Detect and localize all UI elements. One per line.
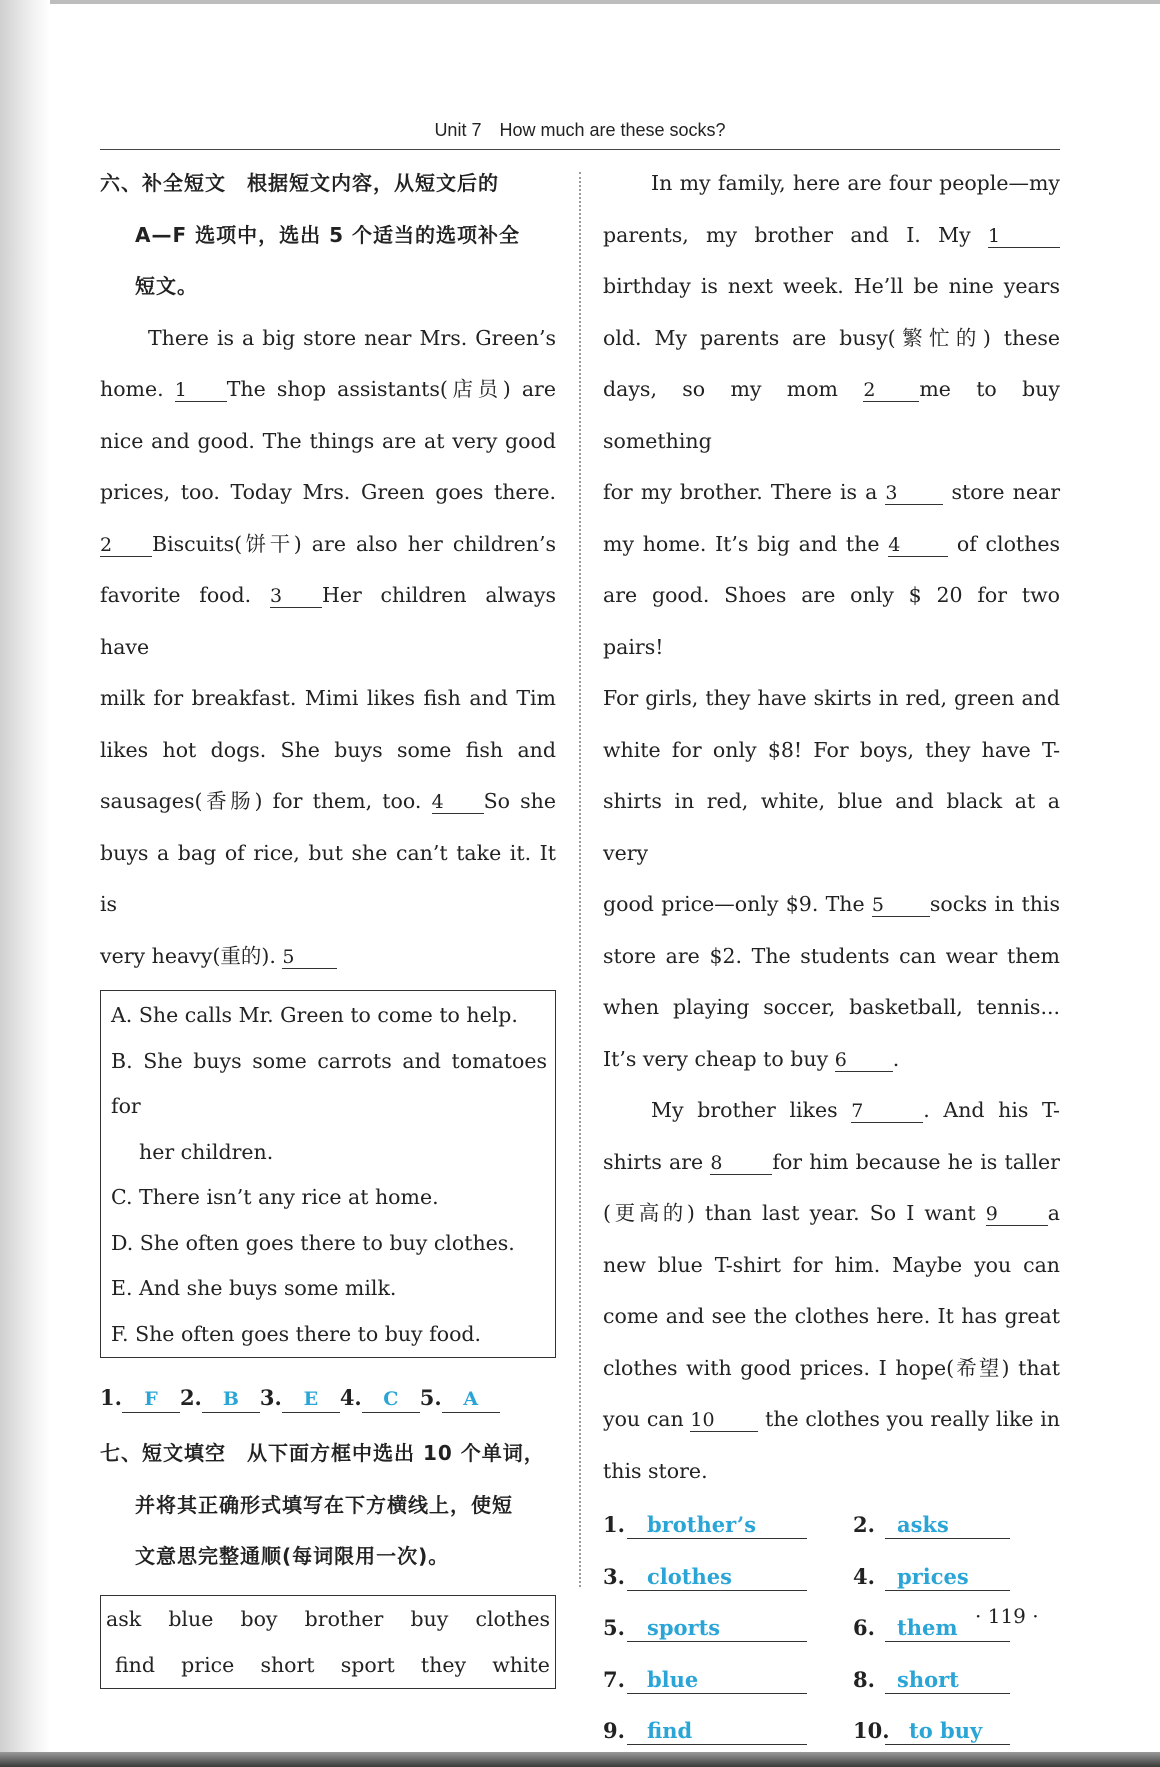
passage-line: you can 10 the clothes you really like in [603,1407,1060,1431]
blank-5: 5 [282,946,337,969]
answer-9: find [627,1718,807,1745]
section7-heading-line: 并将其正确形式填写在下方横线上，使短 [135,1492,513,1517]
passage-line: nice and good. The things are at very good [100,428,556,453]
answer-row: 3. clothes 4. prices [603,1551,1060,1603]
passage-line: this store. [603,1458,708,1483]
answer-3: E [282,1386,340,1413]
passage-line: shirts in red, white, blue and black at a very [603,789,1060,865]
blank-10: 10 [690,1409,758,1432]
section7-heading-line: 文意思完整通顺(每词限用一次)。 [135,1544,450,1568]
passage-line: shirts are 8 for him because he is taller [603,1149,1060,1174]
passage-line: sausages(香肠) for them, too. 4 So she [100,789,556,813]
passage-line: new blue T-shirt for him. Maybe you can [603,1252,1060,1277]
answer-1: brother’s [627,1512,807,1539]
blank-3: 3 [885,482,943,505]
word: white [492,1652,550,1677]
blank-5: 5 [872,894,930,917]
answer-7: blue [627,1667,807,1694]
passage-line: my home. It’s big and the 4 of clothes [603,531,1061,556]
option-f: F. She often goes there to buy food. [111,1321,482,1346]
passage-line: buys a bag of rice, but she can’t take it. It is [100,840,556,916]
blank-1: 1 [988,225,1060,248]
blank-8: 8 [710,1152,772,1175]
page-top-edge [0,0,1160,4]
answer-row: 1. brother’s 2. asks [603,1499,1060,1551]
passage-line: old. My parents are busy(繁忙的) these [603,325,1060,350]
blank-2: 2 [863,379,919,402]
blank-6: 6 [835,1049,893,1072]
word: sport [340,1652,395,1677]
passage-line: are good. Shoes are only $ 20 for two pairs! [603,583,1060,659]
word: boy [240,1606,278,1631]
passage-line: My brother likes 7 . And his T- [651,1098,1060,1122]
answer-5: sports [627,1615,807,1642]
word: find [115,1652,155,1677]
blank-4: 4 [432,791,484,814]
passage-line: parents, my brother and I. My 1 [603,210,1060,262]
word: clothes [475,1606,550,1631]
word-bank [100,1595,556,1689]
answer-4: C [362,1386,420,1413]
passage-line: likes hot dogs. She buys some fish and [100,737,556,762]
passage-line: In my family, here are four people—my [651,171,1060,195]
passage-line: prices, too. Today Mrs. Green goes there. [100,480,556,504]
word: ask [106,1606,142,1631]
passage-line: birthday is next week. He’ll be nine years [603,274,1060,298]
section6-answers: 1. F 2. B 3. E 4. C 5. A [100,1368,556,1428]
word: short [260,1652,315,1677]
option-b: B. She buys some carrots and tomatoes for [111,1048,547,1118]
passage-line: clothes with good prices. I hope(希望) that [603,1355,1060,1380]
passage-line: It’s very cheap to buy 6 . [603,1046,900,1071]
answer-8: short [885,1667,1010,1694]
passage-line: white for only $8! For boys, they have T- [603,737,1060,762]
section6-heading-line: 六、补全短文 根据短文内容，从短文后的 [100,171,499,195]
section7-passage [603,158,1060,1497]
option-a: A. She calls Mr. Green to come to help. [111,1003,518,1027]
passage-line: milk for breakfast. Mimi likes fish and Tim [100,686,556,710]
options-box [100,990,556,1358]
header-rule [100,149,1060,150]
answer-3: clothes [627,1564,807,1591]
passage-line: for my brother. There is a 3 store near [603,480,1060,504]
passage-line: days, so my mom 2 me to buy something [603,377,1060,453]
left-column [100,158,556,1689]
passage-line: store are $2. The students can wear them [603,943,1060,968]
word: buy [410,1606,449,1631]
page-left-shadow [0,0,50,1767]
blank-3: 3 [270,585,322,608]
answer-1: F [122,1386,180,1413]
passage-line: when playing soccer, basketball, tennis... [603,995,1060,1019]
word: brother [304,1606,384,1631]
page-bottom-edge [0,1752,1160,1767]
word: they [420,1652,467,1677]
passage-line: favorite food. 3 Her children always have [100,583,557,659]
answer-6: them [885,1615,1010,1642]
blank-7: 7 [851,1100,923,1123]
passage-line: home. 1 The shop assistants(店员) are [100,377,556,401]
word-bank-row [103,1642,553,1688]
page-number: · 119 · [975,1604,1039,1628]
word: price [181,1652,235,1677]
answer-row: 5. sports 6. them [603,1602,1060,1654]
section7-heading-line: 七、短文填空 从下面方框中选出 10 个单词， [100,1441,545,1465]
section6-heading [100,158,556,313]
blank-2: 2 [100,534,152,557]
section6-passage [100,313,556,983]
answer-row: 7. blue 8. short [603,1654,1060,1706]
answer-row: 9. find 10. to buy [603,1705,1060,1757]
column-divider [579,172,581,1587]
passage-line: For girls, they have skirts in red, green and [603,686,1060,710]
answer-4: prices [885,1564,1010,1591]
section6-heading-line: 短文。 [135,274,198,298]
answer-2: asks [885,1512,1010,1539]
blank-9: 9 [986,1203,1048,1226]
section7-heading [100,1428,556,1583]
option-c: C. There isn’t any rice at home. [111,1185,439,1209]
section6-heading-line: A—F 选项中，选出 5 个适当的选项补全 [135,222,520,247]
running-header: Unit 7 How much are these socks? [434,120,726,140]
passage-line: very heavy(重的). 5 [100,931,556,983]
blank-1: 1 [175,379,227,402]
right-column [603,158,1060,1757]
passage-line: good price—only $9. The 5 socks in this [603,892,1060,916]
option-e: E. And she buys some milk. [111,1276,397,1300]
blank-4: 4 [888,534,948,557]
word-bank-row [103,1596,553,1642]
answer-5: A [442,1386,500,1413]
answer-2: B [202,1386,260,1413]
answer-10: to buy [885,1718,1010,1745]
option-d: D. She often goes there to buy clothes. [111,1230,515,1255]
passage-line: (更高的) than last year. So I want 9 a [603,1201,1060,1225]
passage-line: come and see the clothes here. It has great [603,1304,1060,1328]
passage-line: 2 Biscuits(饼干) are also her children’s [100,531,556,556]
word: blue [168,1606,214,1631]
passage-line: There is a big store near Mrs. Green’s [148,325,556,350]
option-b-cont: her children. [139,1139,274,1164]
